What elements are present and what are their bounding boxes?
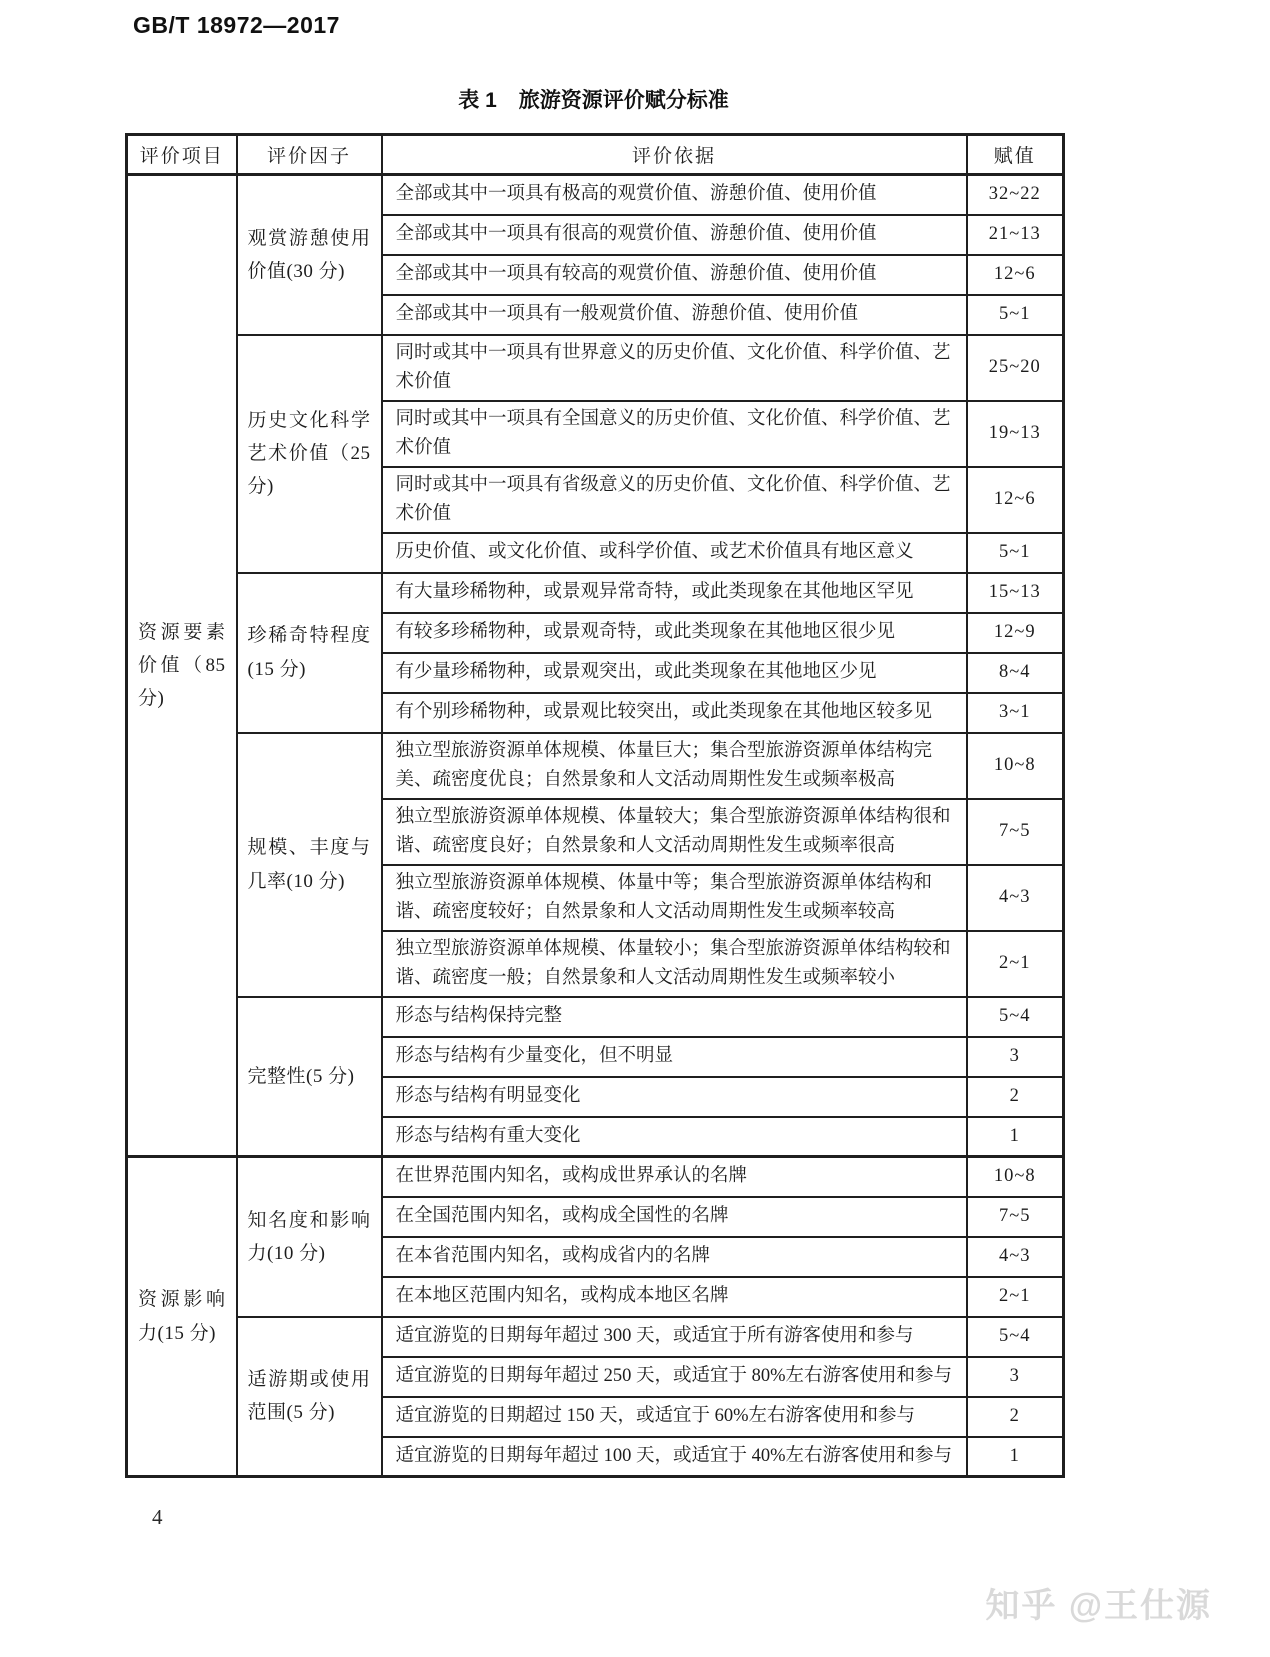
basis-cell: 全部或其中一项具有一般观赏价值、游憩价值、使用价值 [382, 295, 967, 335]
table-header-row [127, 135, 1064, 175]
table-title-text: 旅游资源评价赋分标准 [518, 89, 729, 112]
page-number: 4 [152, 1505, 163, 1529]
basis-cell: 适宜游览的日期每年超过 100 天，或适宜于 40%左右游客使用和参与 [382, 1437, 967, 1477]
value-cell: 15~13 [967, 573, 1064, 613]
basis-cell: 独立型旅游资源单体规模、体量较大；集合型旅游资源单体结构很和谐、疏密度良好；自然景象和人文活动周期性发生或频率很高 [382, 799, 967, 865]
value-cell: 4~3 [967, 1237, 1064, 1277]
basis-cell: 全部或其中一项具有很高的观赏价值、游憩价值、使用价值 [382, 215, 967, 255]
value-cell: 2~1 [967, 931, 1064, 997]
standard-code: GB/T 18972—2017 [133, 12, 340, 38]
basis-cell: 适宜游览的日期超过 150 天，或适宜于 60%左右游客使用和参与 [382, 1397, 967, 1437]
value-cell: 8~4 [967, 653, 1064, 693]
factor-cell: 历史文化科学艺术价值（25 分) [237, 335, 382, 573]
value-cell: 5~4 [967, 1317, 1064, 1357]
value-cell: 2 [967, 1077, 1064, 1117]
value-cell: 12~9 [967, 613, 1064, 653]
factor-cell: 规模、丰度与几率(10 分) [237, 733, 382, 997]
value-cell: 3 [967, 1357, 1064, 1397]
value-cell: 1 [967, 1437, 1064, 1477]
factor-cell: 知名度和影响力(10 分) [237, 1157, 382, 1317]
value-cell: 3 [967, 1037, 1064, 1077]
value-cell: 4~3 [967, 865, 1064, 931]
basis-cell: 有少量珍稀物种，或景观突出，或此类现象在其他地区少见 [382, 653, 967, 693]
basis-cell: 适宜游览的日期每年超过 300 天，或适宜于所有游客使用和参与 [382, 1317, 967, 1357]
basis-cell: 全部或其中一项具有较高的观赏价值、游憩价值、使用价值 [382, 255, 967, 295]
basis-cell: 同时或其中一项具有省级意义的历史价值、文化价值、科学价值、艺术价值 [382, 467, 967, 533]
factor-cell: 完整性(5 分) [237, 997, 382, 1157]
value-cell: 3~1 [967, 693, 1064, 733]
table-row [127, 1317, 1064, 1357]
basis-cell: 在世界范围内知名，或构成世界承认的名牌 [382, 1157, 967, 1197]
table-row [127, 1157, 1064, 1197]
value-cell: 5~1 [967, 533, 1064, 573]
basis-cell: 有大量珍稀物种，或景观异常奇特，或此类现象在其他地区罕见 [382, 573, 967, 613]
basis-cell: 在本地区范围内知名，或构成本地区名牌 [382, 1277, 967, 1317]
table-row [127, 175, 1064, 215]
value-cell: 1 [967, 1117, 1064, 1157]
table-number: 表 1 [458, 89, 497, 112]
basis-cell: 独立型旅游资源单体规模、体量巨大；集合型旅游资源单体结构完美、疏密度优良；自然景象和人文活动周期性发生或频率极高 [382, 733, 967, 799]
value-cell: 5~1 [967, 295, 1064, 335]
basis-cell: 历史价值、或文化价值、或科学价值、或艺术价值具有地区意义 [382, 533, 967, 573]
basis-cell: 有个别珍稀物种，或景观比较突出，或此类现象在其他地区较多见 [382, 693, 967, 733]
value-cell: 10~8 [967, 1157, 1064, 1197]
value-cell: 2~1 [967, 1277, 1064, 1317]
value-cell: 5~4 [967, 997, 1064, 1037]
factor-cell: 观赏游憩使用价值(30 分) [237, 175, 382, 335]
table-row [127, 335, 1064, 401]
basis-cell: 形态与结构有明显变化 [382, 1077, 967, 1117]
basis-cell: 有较多珍稀物种，或景观奇特，或此类现象在其他地区很少见 [382, 613, 967, 653]
value-cell: 7~5 [967, 1197, 1064, 1237]
item-cell: 资源影响力(15 分) [127, 1157, 237, 1477]
table-title [125, 84, 1062, 114]
value-cell: 12~6 [967, 467, 1064, 533]
value-cell: 10~8 [967, 733, 1064, 799]
basis-cell: 在本省范围内知名，或构成省内的名牌 [382, 1237, 967, 1277]
col-header-basis: 评价依据 [382, 135, 967, 175]
value-cell: 19~13 [967, 401, 1064, 467]
watermark: 知乎 @王仕源 [985, 1587, 1212, 1625]
table-row [127, 733, 1064, 799]
value-cell: 21~13 [967, 215, 1064, 255]
basis-cell: 形态与结构保持完整 [382, 997, 967, 1037]
basis-cell: 全部或其中一项具有极高的观赏价值、游憩价值、使用价值 [382, 175, 967, 215]
factor-cell: 适游期或使用范围(5 分) [237, 1317, 382, 1477]
value-cell: 7~5 [967, 799, 1064, 865]
col-header-item: 评价项目 [127, 135, 237, 175]
basis-cell: 适宜游览的日期每年超过 250 天，或适宜于 80%左右游客使用和参与 [382, 1357, 967, 1397]
table-row [127, 573, 1064, 613]
basis-cell: 在全国范围内知名，或构成全国性的名牌 [382, 1197, 967, 1237]
factor-cell: 珍稀奇特程度(15 分) [237, 573, 382, 733]
item-cell: 资源要素价值（85 分) [127, 175, 237, 1157]
basis-cell: 同时或其中一项具有世界意义的历史价值、文化价值、科学价值、艺术价值 [382, 335, 967, 401]
table-row [127, 997, 1064, 1037]
value-cell: 25~20 [967, 335, 1064, 401]
basis-cell: 独立型旅游资源单体规模、体量中等；集合型旅游资源单体结构和谐、疏密度较好；自然景象和人文活动周期性发生或频率较高 [382, 865, 967, 931]
value-cell: 2 [967, 1397, 1064, 1437]
scoring-table [125, 133, 1065, 1478]
basis-cell: 同时或其中一项具有全国意义的历史价值、文化价值、科学价值、艺术价值 [382, 401, 967, 467]
value-cell: 12~6 [967, 255, 1064, 295]
value-cell: 32~22 [967, 175, 1064, 215]
basis-cell: 独立型旅游资源单体规模、体量较小；集合型旅游资源单体结构较和谐、疏密度一般；自然景象和人文活动周期性发生或频率较小 [382, 931, 967, 997]
col-header-value: 赋值 [967, 135, 1064, 175]
basis-cell: 形态与结构有少量变化，但不明显 [382, 1037, 967, 1077]
basis-cell: 形态与结构有重大变化 [382, 1117, 967, 1157]
col-header-factor: 评价因子 [237, 135, 382, 175]
